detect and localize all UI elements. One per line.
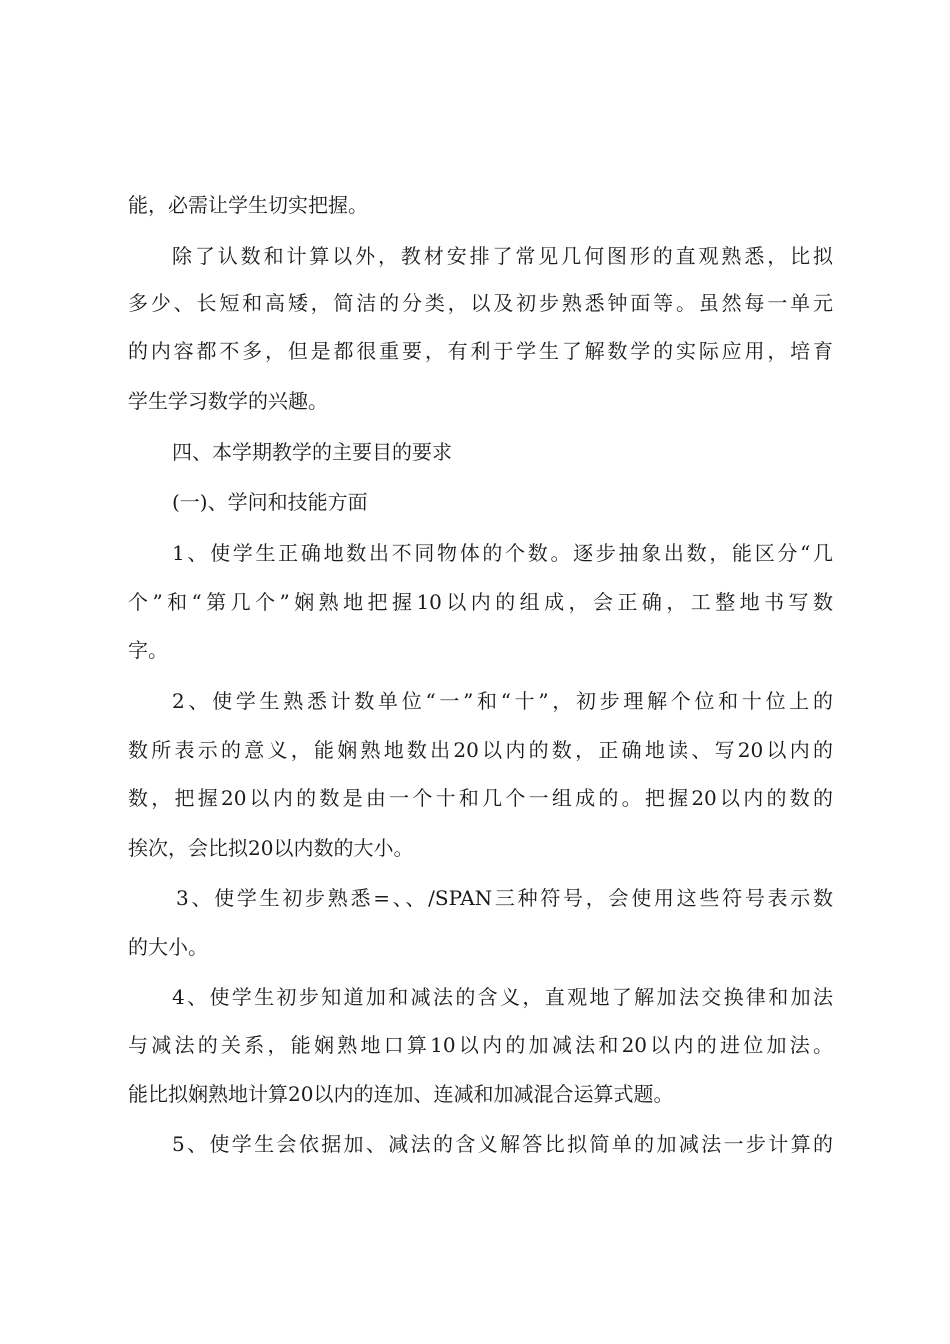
text-line: 多少、长短和高矮，简洁的分类，以及初步熟悉钟面等。虽然每一单元	[128, 291, 833, 315]
text-line: 与减法的关系，能娴熟地口算10以内的加减法和20以内的进位加法。	[128, 1033, 833, 1057]
text-line: 个”和“第几个”娴熟地把握10以内的组成，会正确，工整地书写数	[128, 590, 833, 614]
subsection-heading: (一)、学问和技能方面	[172, 490, 368, 514]
section-heading: 四、本学期教学的主要目的要求	[172, 440, 452, 464]
text-line: 3、使学生初步熟悉=、、/SPAN三种符号，会使用这些符号表示数	[176, 886, 833, 910]
text-line: 学生学习数学的兴趣。	[128, 389, 328, 413]
text-line: 能，必需让学生切实把握。	[128, 193, 368, 217]
text-line: 的大小。	[128, 935, 208, 959]
text-line: 能比拟娴熟地计算20以内的连加、连减和加减混合运算式题。	[128, 1082, 674, 1106]
text-line: 的内容都不多，但是都很重要，有利于学生了解数学的实际应用，培育	[128, 339, 833, 363]
text-line: 5、使学生会依据加、减法的含义解答比拟简单的加减法一步计算的	[172, 1132, 833, 1156]
text-line: 数所表示的意义，能娴熟地数出20以内的数，正确地读、写20以内的	[128, 738, 833, 762]
text-line: 4、使学生初步知道加和减法的含义，直观地了解加法交换律和加法	[172, 985, 833, 1009]
text-line: 字。	[128, 638, 168, 662]
text-line: 1、使学生正确地数出不同物体的个数。逐步抽象出数，能区分“几	[172, 541, 833, 565]
text-line: 除了认数和计算以外，教材安排了常见几何图形的直观熟悉，比拟	[172, 244, 833, 268]
text-line: 2、使学生熟悉计数单位“一”和“十”，初步理解个位和十位上的	[172, 689, 833, 713]
text-line: 数，把握20以内的数是由一个十和几个一组成的。把握20以内的数的	[128, 786, 833, 810]
text-line: 挨次，会比拟20以内数的大小。	[128, 836, 414, 860]
